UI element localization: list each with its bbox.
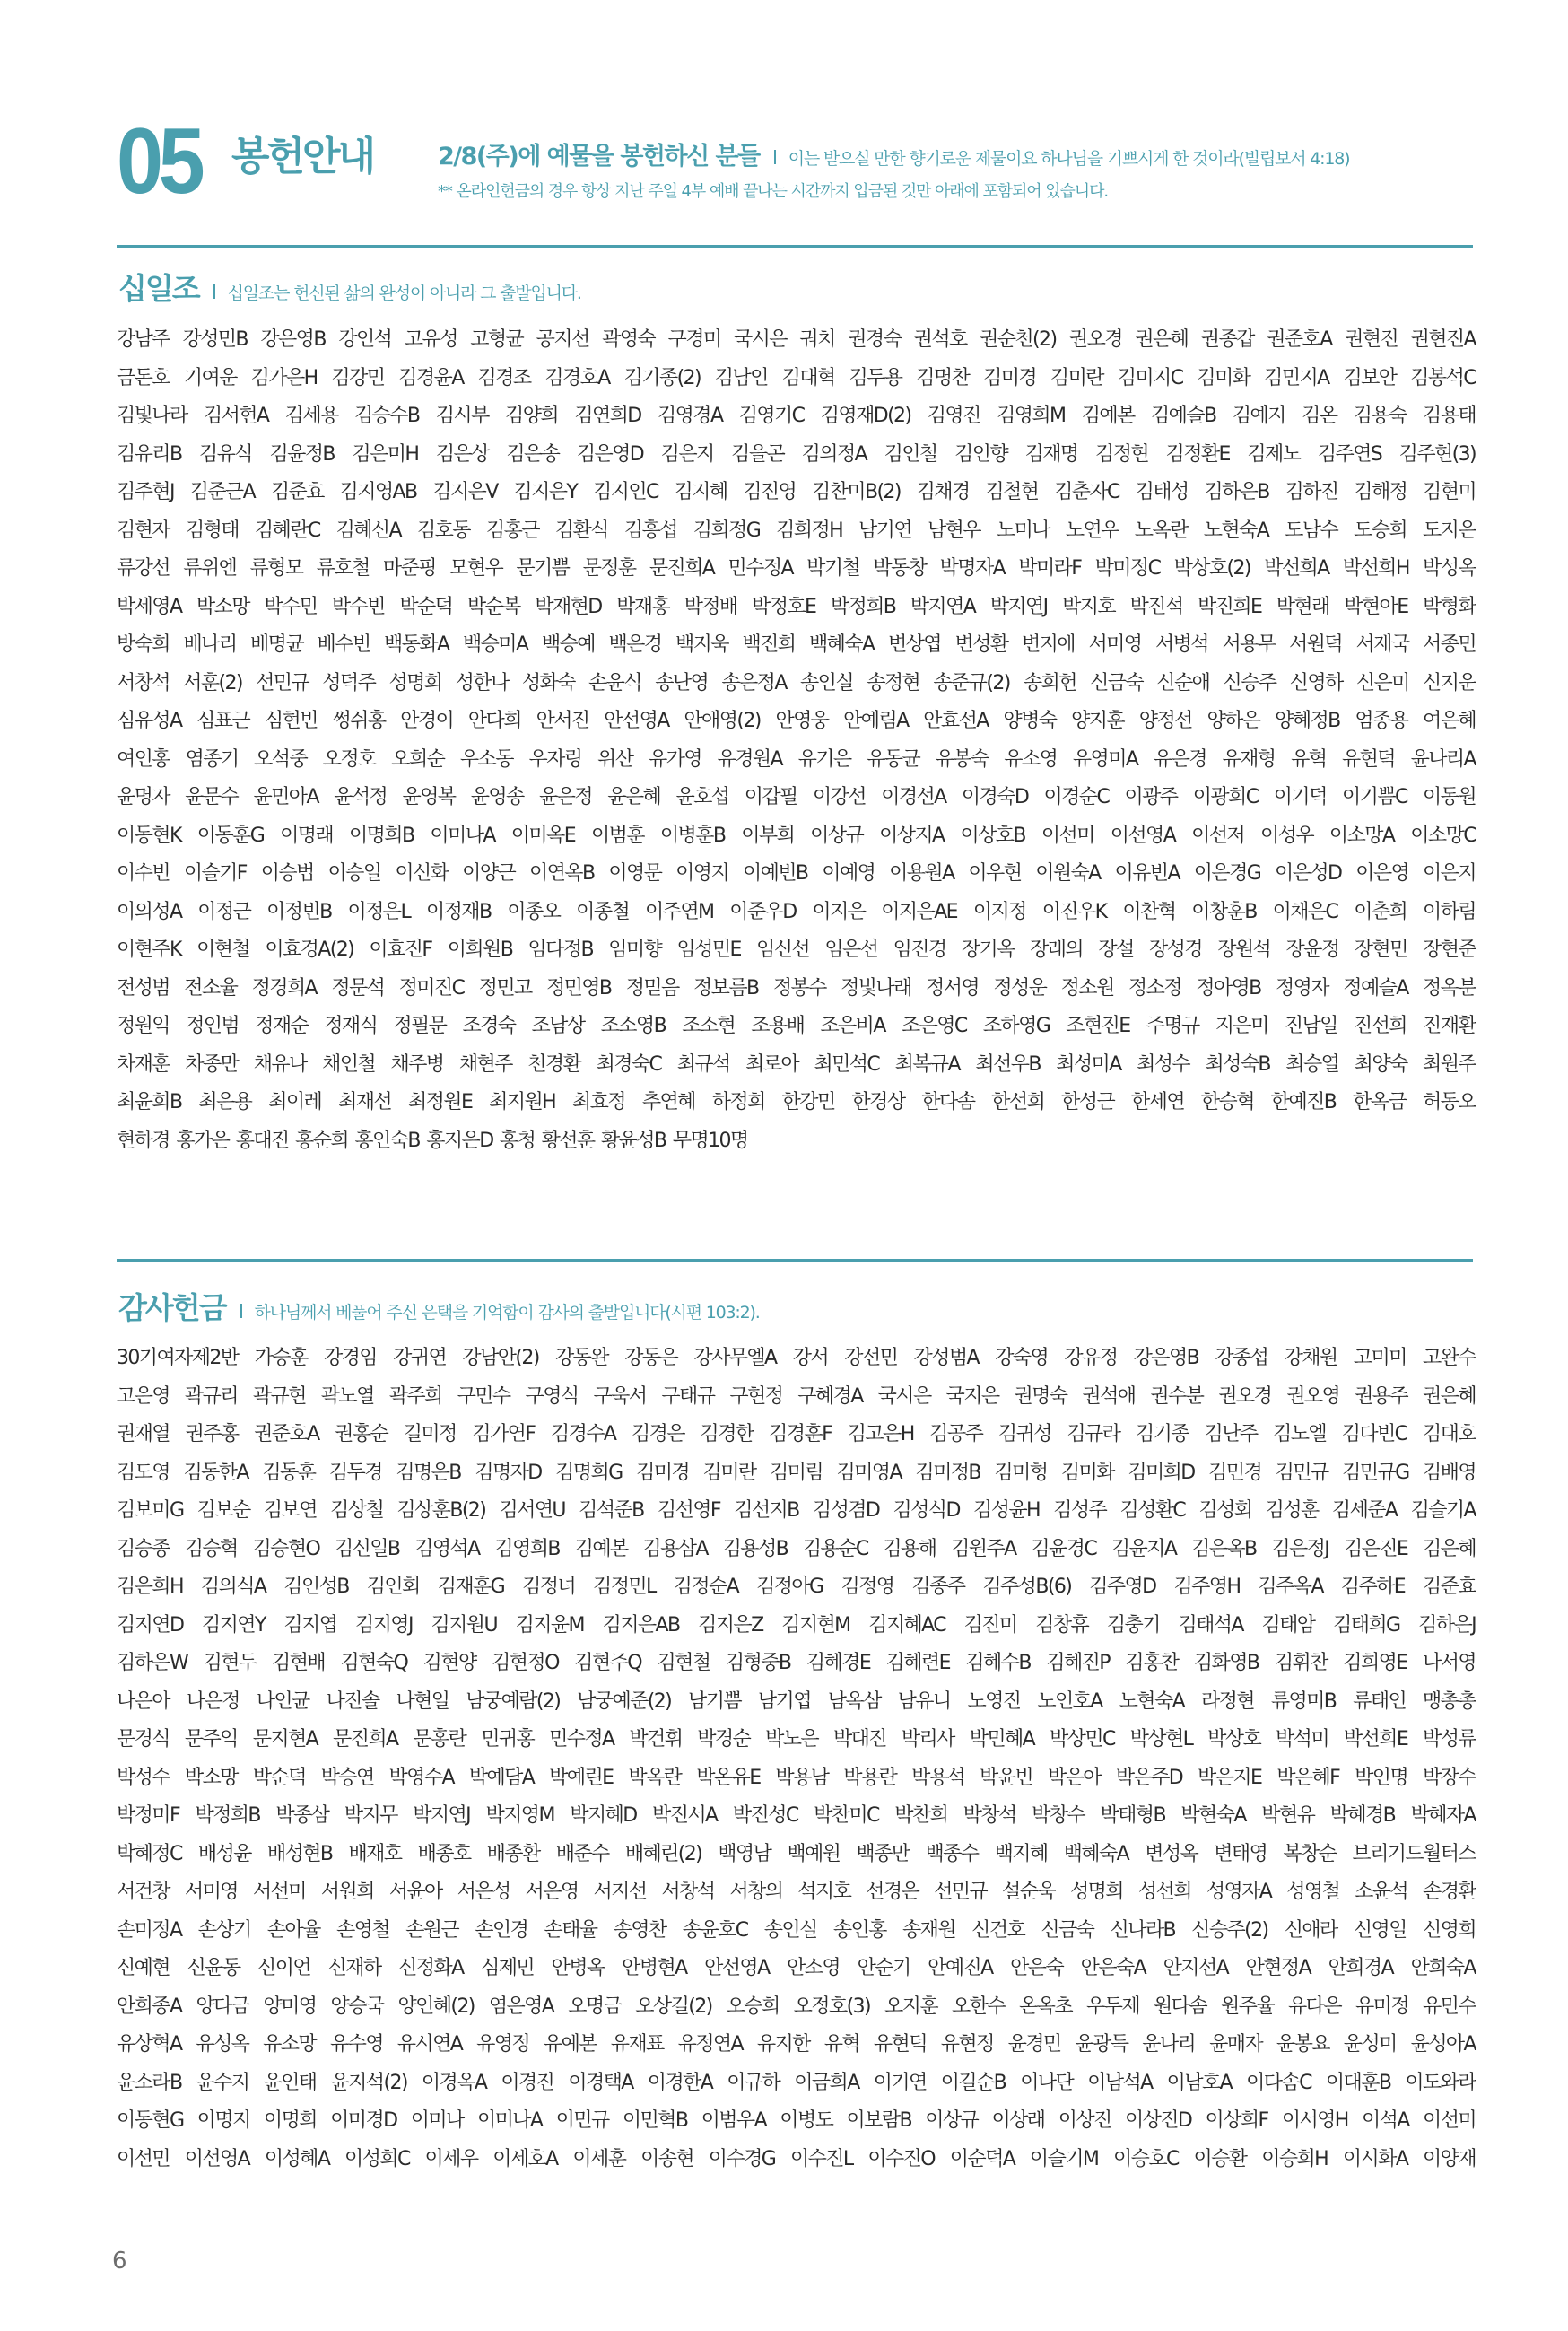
section-title: 십일조 (118, 271, 199, 306)
name-line: 이현주K 이현철 이효경A(2) 이효진F 이희원B 임다정B 임미향 임성민E 임신선 임은선 임진경 장기옥 장래의 장설 장성경 장원석 장윤정 장현민 장현준 (117, 939, 1476, 961)
name-line: 김유리B 김유식 김윤정B 김은미H 김은상 김은송 김은영D 김은지 김을곤 김의정A 김인철 김인향 김재명 김정현 김정환E 김제노 김주연S 김주현(3) (117, 442, 1476, 466)
title-separator (213, 284, 215, 299)
name-line: 김지연D 김지연Y 김지엽 김지영J 김지원U 김지윤M 김지은AB 김지은Z 김지현M 김지혜AC 김진미 김창휴 김충기 김태석A 김태암 김태희G 김하은J (117, 1613, 1476, 1637)
section-heading-tithe (118, 266, 581, 308)
name-line: 이수빈 이슬기F 이승법 이승일 이신화 이양근 이연옥B 이영문 이영지 이예빈B 이예영 이용원A 이우현 이원숙A 이유빈A 이은경G 이은성D 이은영 이은지 (117, 862, 1476, 885)
name-line: 김현자 김형태 김혜란C 김혜신A 김호동 김홍근 김환식 김흥섭 김희정G 김희정H 남기연 남현우 노미나 노연우 노옥란 노현숙A 도남수 도승희 도지은 (117, 519, 1476, 542)
name-line: 금돈호 기여운 김가은H 김강민 김경윤A 김경조 김경호A 김기종(2) 김남인 김대혁 김두용 김명찬 김미경 김미란 김미지C 김미화 김민지A 김보안 김봉석C (117, 366, 1476, 389)
name-line: 차재훈 차종만 채유나 채인철 채주병 채현주 천경환 최경숙C 최규석 최로아 최민석C 최복규A 최선우B 최성미A 최성수 최성숙B 최승열 최양숙 최원주 (117, 1052, 1476, 1076)
name-line: 나은아 나은정 나인균 나진솔 나현일 남궁예람(2) 남궁예준(2) 남기쁨 남기엽 남옥삼 남유니 노영진 노인호A 노현숙A 라정현 류영미B 류태인 맹총총 (117, 1689, 1476, 1713)
tithe-name-list (117, 321, 1476, 1160)
title-separator (240, 1304, 242, 1318)
name-line: 윤소라B 윤수지 윤인태 윤지석(2) 이경옥A 이경진 이경택A 이경한A 이규하 이금희A 이기연 이길순B 이나단 이남석A 이남호A 이다솜C 이대훈B 이도와라 (117, 2071, 1476, 2094)
name-line: 김보미G 김보순 김보연 김상철 김상훈B(2) 김서연U 김석준B 김선영F 김선지B 김성겸D 김성식D 김성윤H 김성주 김성환C 김성회 김성훈 김세준A 김슬기A (117, 1499, 1476, 1522)
name-line: 고은영 곽규리 곽규현 곽노열 곽주희 구민수 구영식 구욱서 구태규 구현정 구혜경A 국시은 국지은 권명숙 권석애 권수분 권오경 권오영 권용주 권은혜 (117, 1384, 1476, 1408)
name-line: 최윤희B 최은용 최이레 최재선 최정원E 최지원H 최효정 추연혜 하정희 한강민 한경상 한다솜 한선희 한성근 한세연 한승혁 한예진B 한옥금 허동오 (117, 1091, 1476, 1113)
page-header (117, 109, 1476, 214)
name-line: 30기여자제2반 가승훈 강경임 강귀연 강남안(2) 강동완 강동은 강사무엘A 강서 강선민 강성범A 강숙영 강유정 강은영B 강종섭 강채원 고미미 고완수 (117, 1347, 1476, 1369)
section-title: 감사헌금 (118, 1290, 226, 1325)
name-line: 안희종A 양다금 양미영 양승국 양인혜(2) 염은영A 오명금 오상길(2) 오승희 오정호(3) 오지훈 오한수 온옥초 우두제 원다솜 원주율 유다은 유미정 유민수 (117, 1995, 1476, 2018)
name-line: 박혜정C 배성윤 배성현B 배재호 배종호 배종환 배준수 배혜린(2) 백영남 백예원 백종만 백종수 백지혜 백혜숙A 변성옥 변태영 복창순 브리기드월터스 (117, 1842, 1476, 1865)
thanksgiving-name-list (117, 1340, 1476, 2178)
name-line: 심유성A 심표근 심현빈 썽쉬홍 안경이 안다희 안서진 안선영A 안애영(2) 안영웅 안예림A 안효선A 양병숙 양지훈 양정선 양하은 양혜정B 엄종용 여은혜 (117, 710, 1476, 732)
name-line: 김은희H 김의식A 김인성B 김인회 김재훈G 김정녀 김정민L 김정순A 김정아G 김정영 김종주 김주성B(6) 김주영D 김주영H 김주옥A 김주하E 김준효 (117, 1576, 1476, 1598)
name-line: 유상혁A 유성옥 유소망 유수영 유시연A 유영정 유예본 유재표 유정연A 유지한 유혁 유현덕 유현정 윤경민 윤광득 윤나리 윤매자 윤봉요 윤성미 윤성아A (117, 2033, 1476, 2056)
name-line: 김도영 김동한A 김동훈 김두경 김명은B 김명자D 김명희G 김미경 김미란 김미림 김미영A 김미정B 김미형 김미화 김미희D 김민경 김민규 김민규G 김배영 (117, 1461, 1476, 1484)
header-title-line (438, 136, 1349, 171)
name-line: 방숙희 배나리 배명균 배수빈 백동화A 백승미A 백승예 백은경 백지욱 백진희 백혜숙A 변상엽 변성환 변지애 서미영 서병석 서용무 서원덕 서재국 서종민 (117, 633, 1476, 656)
name-line: 박성수 박소망 박순덕 박승연 박영수A 박예담A 박예린E 박옥란 박온유E 박용남 박용란 박용석 박윤빈 박은아 박은주D 박은지E 박은혜F 박인명 박장수 (117, 1766, 1476, 1789)
name-line: 이동현G 이명지 이명희 이미경D 이미나 이미나A 이민규 이민혁B 이범우A 이병도 이보람B 이상규 이상래 이상진 이상진D 이상희F 이서영H 이석A 이선미 (117, 2109, 1476, 2132)
section-divider-thanksgiving (117, 1259, 1473, 1262)
title-separator (774, 150, 776, 164)
name-line: 박정미F 박정희B 박종삼 박지무 박지연J 박지영M 박지혜D 박진서A 박진성C 박찬미C 박찬희 박창석 박창수 박태형B 박현숙A 박현유 박혜경B 박혜자A (117, 1804, 1476, 1827)
name-line: 김빛나라 김서현A 김세용 김승수B 김시부 김양희 김연희D 김영경A 김영기C 김영재D(2) 김영진 김영희M 김예본 김예슬B 김예지 김온 김용숙 김용태 (117, 405, 1476, 427)
name-line: 여인홍 염종기 오석중 오정호 오희순 우소동 우자링 위산 유가영 유경원A 유기은 유동균 유봉숙 유소영 유영미A 유은경 유재형 유혁 유현덕 윤나리A (117, 747, 1476, 771)
name-line: 박세영A 박소망 박수민 박수빈 박순덕 박순복 박재현D 박재홍 박정배 박정호E 박정희B 박지연A 박지연J 박지호 박진석 박진희E 박현래 박현아E 박형화 (117, 595, 1476, 618)
name-line: 전성범 전소율 정경희A 정문석 정미진C 정민고 정민영B 정믿음 정보름B 정봉수 정빛나래 정서영 정성운 정소원 정소정 정아영B 정영자 정예슬A 정옥분 (117, 976, 1476, 1000)
page-number: 6 (112, 2248, 127, 2274)
section-divider-tithe (117, 245, 1473, 248)
name-line: 이동현K 이동훈G 이명래 이명희B 이미나A 이미옥E 이범훈 이병훈B 이부희 이상규 이상지A 이상호B 이선미 이선영A 이선저 이성우 이소망A 이소망C (117, 824, 1476, 847)
name-line: 윤명자 윤문수 윤민아A 윤석정 윤영복 윤영송 윤은정 윤은혜 윤호섭 이갑필 이강선 이경선A 이경숙D 이경순C 이광주 이광희C 이기덕 이기쁨C 이동원 (117, 786, 1476, 808)
header-text-block (438, 136, 1349, 202)
section-heading-thanksgiving (118, 1285, 760, 1327)
name-line: 류강선 류위엔 류형모 류호철 마준핑 모현우 문기쁨 문정훈 문진희A 민수정A 박기철 박동창 박명자A 박미라F 박미정C 박상호(2) 박선희A 박선희H 박성옥 (117, 557, 1476, 580)
name-line: 서건창 서미영 서선미 서원희 서윤아 서은성 서은영 서지선 서창석 서창의 석지호 선경은 선민규 설순욱 성명희 성선희 성영자A 성영철 소윤석 손경환 (117, 1881, 1476, 1903)
section-description: 십일조는 헌신된 삶의 완성이 아니라 그 출발입니다. (227, 284, 581, 303)
name-line: 김승종 김승혁 김승현O 김신일B 김영석A 김영희B 김예본 김용삼A 김용성B 김용순C 김용해 김원주A 김윤경C 김윤지A 김은옥B 김은정J 김은진E 김은혜 (117, 1537, 1476, 1560)
section-description: 하나님께서 베풀어 주신 은택을 기억함이 감사의 출발입니다(시편 103:2). (254, 1303, 760, 1323)
name-line: 손미정A 손상기 손아율 손영철 손원근 손인경 손태율 송영찬 송윤호C 송인실 송인홍 송재원 신건호 신금숙 신나라B 신승주(2) 신애라 신영일 신영희 (117, 1918, 1476, 1942)
page-title: 2/8(주)에 예물을 봉헌하신 분들 (438, 143, 760, 170)
name-line: 김주현J 김준근A 김준효 김지영AB 김지은V 김지은Y 김지인C 김지혜 김진영 김찬미B(2) 김채경 김철현 김춘자C 김태성 김하은B 김하진 김해정 김현미 (117, 481, 1476, 503)
name-line: 신예현 신윤동 신이언 신재하 신정화A 심제민 안병옥 안병현A 안선영A 안소영 안순기 안예진A 안은숙 안은숙A 안지선A 안현정A 안희경A 안희숙A (117, 1957, 1476, 1979)
section-number: 05 (117, 109, 201, 214)
name-line: 강남주 강성민B 강은영B 강인석 고유성 고형균 공지선 곽영숙 구경미 국시은 궈치 권경숙 권석호 권순천(2) 권오경 권은혜 권종갑 권준호A 권현진 권현진A (117, 328, 1476, 351)
name-line: 이선민 이선영A 이성혜A 이성희C 이세우 이세호A 이세훈 이송현 이수경G 이수진L 이수진O 이순덕A 이슬기M 이승호C 이승환 이승희H 이시화A 이양재 (117, 2147, 1476, 2170)
name-line: 김하은W 김현두 김현배 김현숙Q 김현양 김현정O 김현주Q 김현철 김형중B 김혜경E 김혜련E 김혜수B 김혜진P 김홍찬 김화영B 김휘찬 김희영E 나서영 (117, 1652, 1476, 1674)
name-line: 이의성A 이정근 이정빈B 이정은L 이정재B 이종오 이종철 이주연M 이준우D 이지은 이지은AE 이지정 이진우K 이찬혁 이창훈B 이채은C 이춘희 이하림 (117, 900, 1476, 923)
name-line: 정원익 정인범 정재순 정재식 정필문 조경숙 조남상 조소영B 조소현 조용배 조은비A 조은영C 조하영G 조현진E 주명규 지은미 진남일 진선희 진재환 (117, 1015, 1476, 1037)
name-line: 권재열 권주홍 권준호A 권홍순 길미정 김가연F 김경수A 김경은 김경한 김경훈F 김고은H 김공주 김귀성 김규라 김기종 김난주 김노엘 김다빈C 김대호 (117, 1423, 1476, 1445)
online-offering-note: ** 온라인헌금의 경우 항상 지난 주일 4부 예배 끝나는 시간까지 입금된 것만 아래에 포함되어 있습니다. (438, 182, 1108, 201)
name-line: 현하경 홍가은 홍대진 홍순희 홍인숙B 홍지은D 홍청 황선훈 황윤성B 무명10명 (117, 1129, 748, 1152)
header-verse: 이는 받으실 만한 향기로운 제물이요 하나님을 기쁘시게 한 것이라(빌립보서 4:18) (788, 149, 1350, 169)
name-line: 문경식 문주익 문지현A 문진희A 문홍란 민귀홍 민수정A 박건휘 박경순 박노은 박대진 박리사 박민혜A 박상민C 박상현L 박상호 박석미 박선희E 박성류 (117, 1728, 1476, 1750)
section-label: 봉헌안내 (231, 134, 374, 179)
name-line: 서창석 서훈(2) 선민규 성덕주 성명희 성한나 성화숙 손윤식 송난영 송은정A 송인실 송정현 송준규(2) 송희헌 신금숙 신순애 신승주 신영하 신은미 신지운 (117, 671, 1476, 694)
